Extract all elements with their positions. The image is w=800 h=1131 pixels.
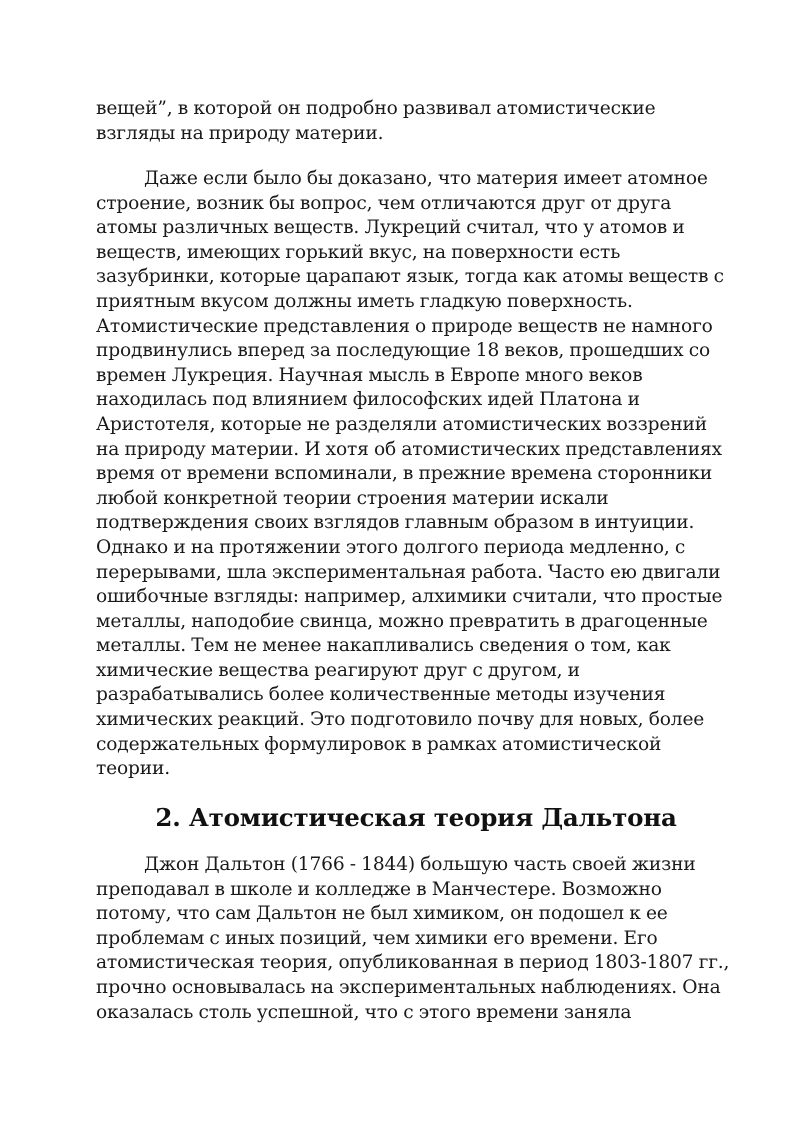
text-line: Однако и на протяжении этого долгого периода медленно, с xyxy=(96,536,686,558)
text-line: Атомистические представления о природе веществ не намного xyxy=(96,315,713,337)
text-line: Аристотеля, которые не разделяли атомистических воззрений xyxy=(96,413,707,435)
text-line: времен Лукреция. Научная мысль в Европе много веков xyxy=(96,364,643,386)
section-heading: 2. Атомистическая теория Дальтона xyxy=(155,803,677,832)
text-line: металлы. Тем не менее накапливались сведения о том, как xyxy=(96,635,671,657)
text-line: перерывами, шла экспериментальная работа. Часто ею двигали xyxy=(96,561,721,583)
text-line: теории. xyxy=(96,758,171,780)
paragraph-lucretius xyxy=(96,167,736,782)
text-line: Даже если было бы доказано, что материя имеет атомное xyxy=(144,168,708,189)
text-line: потому, что сам Дальтон не был химиком, он подошел к ее xyxy=(96,903,668,925)
text-line: химических реакций. Это подготовило почву для новых, более xyxy=(96,709,705,731)
text-line: металлы, наподобие свинца, можно превратить в драгоценные xyxy=(96,610,708,632)
text-line: строение, возник бы вопрос, чем отличаются друг от друга xyxy=(96,192,672,214)
text-line: прочно основывалась на экспериментальных наблюдениях. Она xyxy=(96,976,721,998)
text-line: Джон Дальтон (1766 - 1844) большую часть своей жизни xyxy=(144,854,696,875)
text-line: преподавал в школе и колледже в Манчестере. Возможно xyxy=(96,878,662,900)
text-line: на природу материи. И хотя об атомистических представлениях xyxy=(96,438,722,460)
text-line: ошибочные взгляды: например, алхимики считали, что простые xyxy=(96,586,723,608)
text-line: находилась под влиянием философских идей Платона и xyxy=(96,389,640,411)
text-line: продвинулись вперед за последующие 18 веков, прошедших со xyxy=(96,340,711,362)
text-line: подтверждения своих взглядов главным образом в интуиции. xyxy=(96,512,695,534)
text-line: любой конкретной теории строения материи искали xyxy=(96,487,609,509)
text-line: атомистическая теория, опубликованная в период 1803-1807 гг., xyxy=(96,952,730,974)
text-line: проблемам с иных позиций, чем химики его времени. Его xyxy=(96,927,658,949)
text-line: разрабатывались более количественные методы изучения xyxy=(96,684,666,706)
text-line: приятным вкусом должны иметь гладкую поверхность. xyxy=(96,290,633,312)
text-line: оказалась столь успешной, что с этого времени заняла xyxy=(96,1001,632,1023)
text-line: химические вещества реагируют друг с другом, и xyxy=(96,659,580,681)
paragraph-dalton xyxy=(96,853,736,1025)
text-line: зазубринки, которые царапают язык, тогда как атомы веществ с xyxy=(96,266,724,288)
paragraph-continuation xyxy=(96,97,736,146)
text-line: вещей”, в которой он подробно развивал атомистические xyxy=(96,98,656,119)
text-line: взгляды на природу материи. xyxy=(96,122,384,144)
text-line: веществ, имеющих горький вкус, на поверхности есть xyxy=(96,241,621,263)
text-line: время от времени вспоминали, в прежние времена сторонники xyxy=(96,463,713,485)
text-line: содержательных формулировок в рамках атомистической xyxy=(96,733,662,755)
text-line: атомы различных веществ. Лукреций считал, что у атомов и xyxy=(96,217,685,239)
